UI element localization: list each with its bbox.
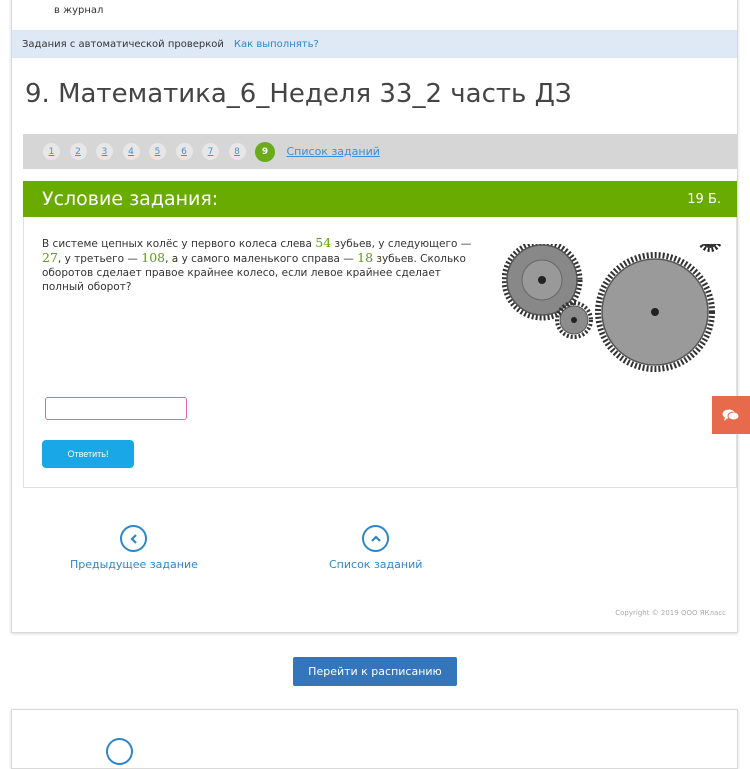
task-text-part: В системе цепных колёс у первого колеса слева — [42, 238, 316, 250]
pager-item-5[interactable]: 5 — [149, 143, 166, 160]
pager-item-current[interactable]: 9 — [255, 142, 275, 162]
go-to-schedule-button[interactable]: Перейти к расписанию — [293, 657, 457, 686]
task-text-part: , у третьего — — [57, 253, 142, 265]
info-bar — [12, 30, 737, 58]
pager-item-1[interactable]: 1 — [43, 143, 60, 160]
chat-button[interactable] — [712, 396, 750, 434]
next-card-icon[interactable] — [106, 738, 133, 765]
journal-link[interactable]: в журнал — [54, 5, 104, 16]
task-card — [11, 0, 738, 633]
prev-task-link[interactable] — [70, 525, 198, 571]
pager-item-6[interactable]: 6 — [176, 143, 193, 160]
pager-item-8[interactable]: 8 — [229, 143, 246, 160]
task-text-part: зубьев, у следующего — — [331, 238, 472, 250]
task-list-link[interactable]: Список заданий — [286, 145, 380, 158]
pager-item-3[interactable]: 3 — [96, 143, 113, 160]
pager-item-7[interactable]: 7 — [202, 143, 219, 160]
task-number: 18 — [357, 250, 374, 265]
task-text-part: , а у самого маленького справа — — [165, 253, 358, 265]
task-number: 27 — [42, 250, 58, 265]
next-card — [11, 709, 738, 769]
task-text-part: зубьев. Сколько оборотов сделает правое крайнее колесо, если левое крайнее сделает полный оборот? — [42, 253, 466, 293]
task-pager — [23, 134, 737, 169]
chat-icon — [722, 408, 740, 422]
pager-item-4[interactable]: 4 — [123, 143, 140, 160]
copyright: Copyright © 2019 ООО ЯКласс — [615, 609, 726, 617]
chevron-up-icon — [362, 525, 389, 552]
gear-small-axle — [571, 317, 577, 323]
task-points: 19 Б. — [687, 191, 721, 207]
task-list-nav-label: Список заданий — [329, 558, 423, 571]
gears-illustration — [502, 244, 727, 384]
task-list-nav-link[interactable] — [329, 525, 422, 571]
info-bar-text: Задания с автоматической проверкой — [22, 38, 224, 50]
answer-input[interactable] — [45, 397, 187, 420]
pager-item-2[interactable]: 2 — [70, 143, 87, 160]
prev-task-label: Предыдущее задание — [70, 558, 198, 571]
task-number: 54 — [315, 235, 332, 250]
task-header — [23, 181, 737, 217]
how-to-link[interactable]: Как выполнять? — [233, 38, 319, 50]
gear-big-axle — [651, 308, 659, 316]
task-number: 108 — [141, 250, 166, 265]
submit-answer-button[interactable]: Ответить! — [42, 440, 134, 468]
task-text — [42, 236, 482, 294]
page-title: 9. Математика_6_Неделя 33_2 часть ДЗ — [25, 79, 572, 109]
gear-left-axle — [538, 276, 546, 284]
task-header-title: Условие задания: — [42, 188, 219, 210]
chevron-left-icon — [120, 525, 147, 552]
